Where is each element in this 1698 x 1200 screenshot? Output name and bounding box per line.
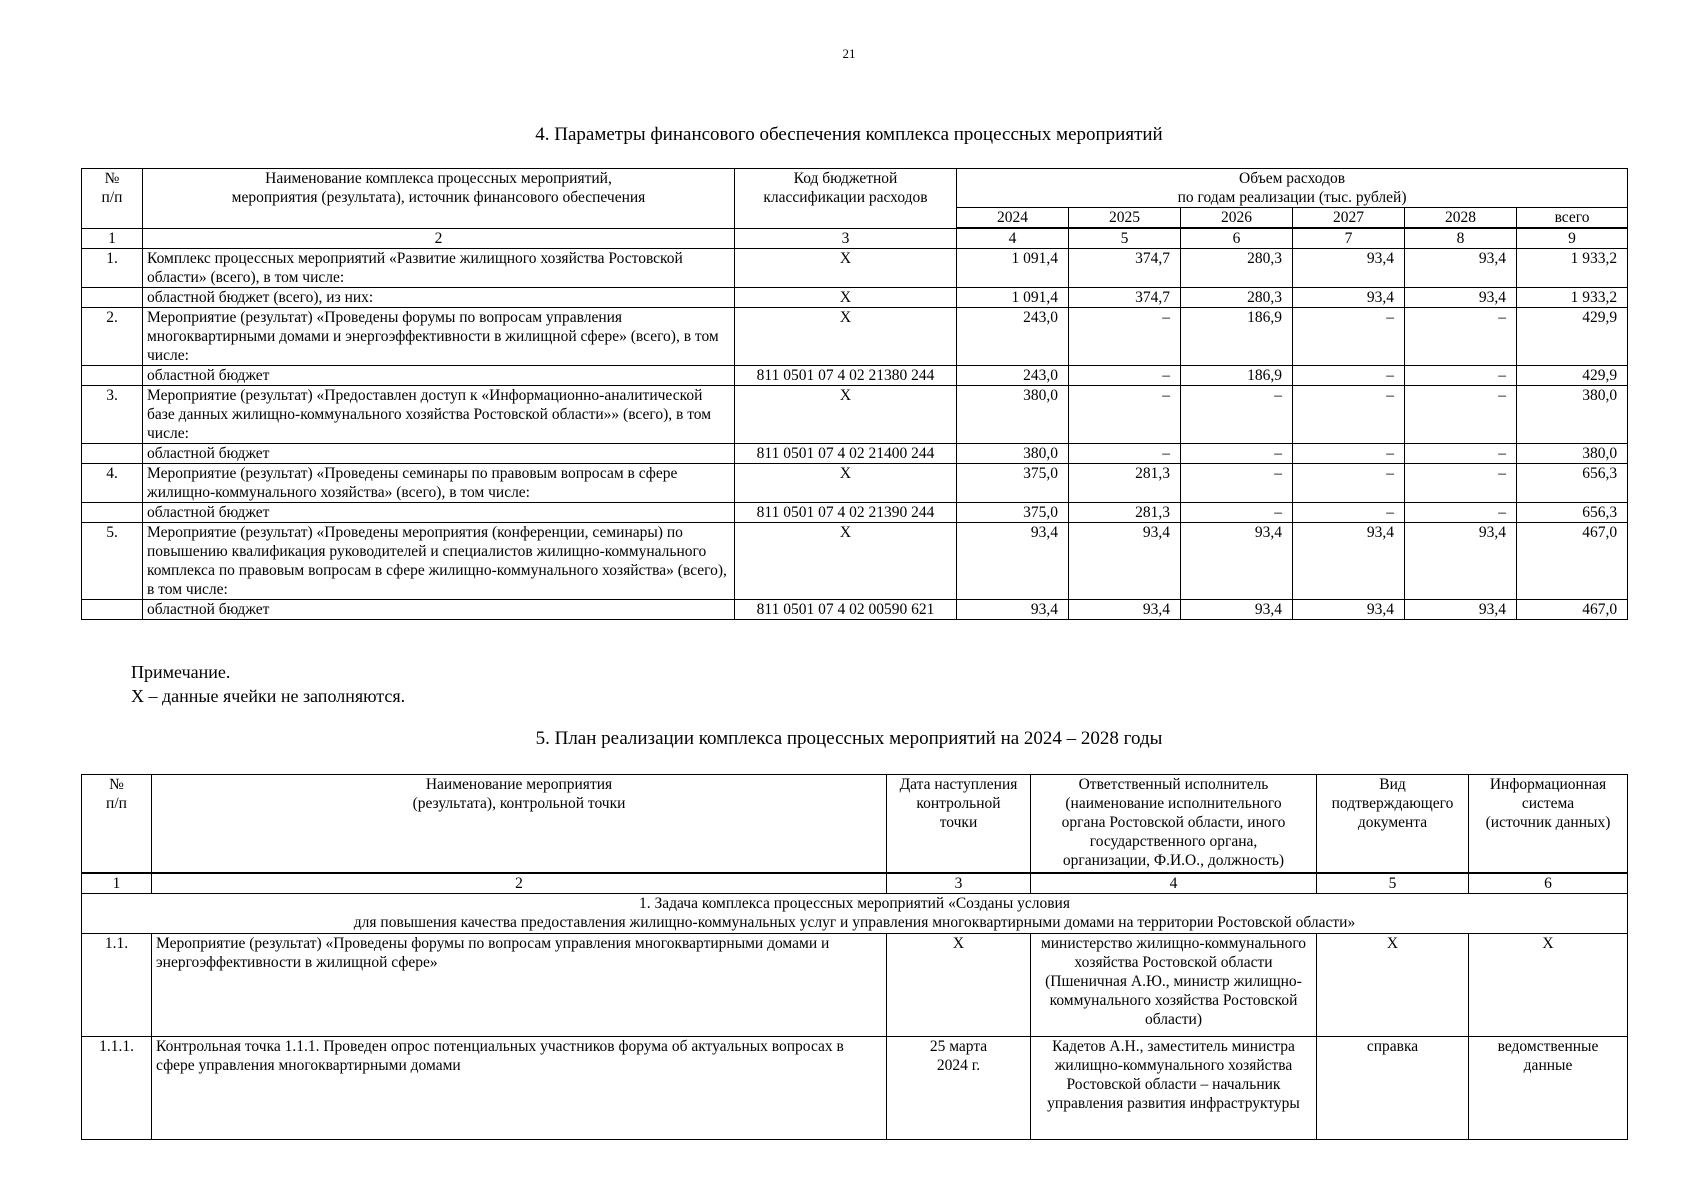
- year-value: –: [1181, 464, 1293, 503]
- row-number: 2.: [82, 308, 143, 366]
- financing-source-row: [82, 366, 1628, 386]
- row-number: [82, 288, 143, 308]
- row-name: Мероприятие (результат) «Проведены мероприятия (конференции, семинары) по повышению квалификация руководителей и специалистов жилищно-коммунального комплекса по правовым вопросам в сфере жилищно-коммунального хозяйства» (всего), в том числе:: [143, 523, 735, 600]
- row-name: областной бюджет: [143, 503, 735, 523]
- total-value: 656,3: [1517, 503, 1628, 523]
- budget-code: X: [735, 249, 957, 288]
- total-value: 467,0: [1517, 523, 1628, 600]
- header-year: 2024: [957, 208, 1069, 229]
- plan-row-name: Контрольная точка 1.1.1. Проведен опрос потенциальных участников форума об актуальных вопросах в сфере управления многоквартирными домами: [152, 1036, 887, 1139]
- year-value: 93,4: [1069, 600, 1181, 620]
- row-name: областной бюджет: [143, 600, 735, 620]
- col-number: 7: [1293, 228, 1405, 249]
- plan-column-number-row: [82, 873, 1628, 894]
- note-text: X – данные ячейки не заполняются.: [131, 686, 406, 706]
- col-number: 1: [82, 873, 152, 894]
- year-value: –: [1069, 308, 1181, 366]
- col-number: 6: [1469, 873, 1628, 894]
- year-value: 93,4: [1293, 600, 1405, 620]
- budget-code: X: [735, 523, 957, 600]
- plan-row-system: X: [1469, 933, 1628, 1036]
- year-value: –: [1405, 366, 1517, 386]
- year-value: –: [1069, 366, 1181, 386]
- total-value: 380,0: [1517, 444, 1628, 464]
- plan-header-doc: Вид подтверждающего документа: [1317, 775, 1469, 873]
- year-value: 93,4: [1405, 600, 1517, 620]
- budget-code: 811 0501 07 4 02 21400 244: [735, 444, 957, 464]
- col-number: 4: [957, 228, 1069, 249]
- task-row: 1. Задача комплекса процессных мероприятий «Созданы условия для повышения качества предоставления жилищно-коммунальных услуг и управления многоквартирными домами на территории Ростовской области»: [82, 893, 1628, 933]
- financing-row: [82, 308, 1628, 366]
- plan-header-name: Наименование мероприятия (результата), контрольной точки: [152, 775, 887, 873]
- financing-source-row: [82, 444, 1628, 464]
- section-5-title: 5. План реализации комплекса процессных мероприятий на 2024 – 2028 годы: [535, 728, 1163, 749]
- section-4-title: 4. Параметры финансового обеспечения комплекса процессных мероприятий: [535, 124, 1163, 145]
- col-number: 3: [887, 873, 1031, 894]
- plan-header-system: Информационная система (источник данных): [1469, 775, 1628, 873]
- year-value: 281,3: [1069, 503, 1181, 523]
- year-value: 380,0: [957, 386, 1069, 444]
- plan-row-date: 25 марта 2024 г.: [887, 1036, 1031, 1139]
- header-total: всего: [1517, 208, 1628, 229]
- budget-code: 811 0501 07 4 02 21390 244: [735, 503, 957, 523]
- header-year: 2027: [1293, 208, 1405, 229]
- year-value: –: [1293, 386, 1405, 444]
- plan-row-number: 1.1.: [82, 933, 152, 1036]
- plan-row-doc: справка: [1317, 1036, 1469, 1139]
- column-number-row: [82, 228, 1628, 249]
- plan-row: [82, 933, 1628, 1036]
- plan-header-num: № п/п: [82, 775, 152, 873]
- year-value: 186,9: [1181, 308, 1293, 366]
- year-value: –: [1181, 386, 1293, 444]
- year-value: –: [1293, 444, 1405, 464]
- plan-header-date: Дата наступления контрольной точки: [887, 775, 1031, 873]
- header-num: № п/п: [82, 169, 143, 229]
- row-number: [82, 444, 143, 464]
- year-value: 280,3: [1181, 249, 1293, 288]
- budget-code: X: [735, 308, 957, 366]
- col-number: 8: [1405, 228, 1517, 249]
- year-value: 375,0: [957, 464, 1069, 503]
- plan-header-responsible: Ответственный исполнитель (наименование исполнительного органа Ростовской области, иного государственного органа, организации, Ф.И.О., должность): [1031, 775, 1317, 873]
- col-number: 5: [1317, 873, 1469, 894]
- total-value: 429,9: [1517, 366, 1628, 386]
- plan-row-doc: X: [1317, 933, 1469, 1036]
- year-value: 93,4: [1405, 288, 1517, 308]
- year-value: 93,4: [1181, 523, 1293, 600]
- year-value: –: [1181, 444, 1293, 464]
- year-value: 93,4: [957, 523, 1069, 600]
- row-number: [82, 366, 143, 386]
- col-number: 5: [1069, 228, 1181, 249]
- plan-row-name: Мероприятие (результат) «Проведены форумы по вопросам управления многоквартирными домами и энергоэффективности в жилищной сфере»: [152, 933, 887, 1036]
- financing-row: [82, 464, 1628, 503]
- year-value: 93,4: [1181, 600, 1293, 620]
- budget-code: 811 0501 07 4 02 21380 244: [735, 366, 957, 386]
- plan-row-responsible: министерство жилищно-коммунального хозяйства Ростовской области (Пшеничная А.Ю., министр жилищно-коммунального хозяйства Ростовской области): [1031, 933, 1317, 1036]
- plan-row-responsible: Кадетов А.Н., заместитель министра жилищно-коммунального хозяйства Ростовской области – начальник управления развития инфраструктуры: [1031, 1036, 1317, 1139]
- year-value: –: [1069, 386, 1181, 444]
- col-number: 9: [1517, 228, 1628, 249]
- total-value: 380,0: [1517, 386, 1628, 444]
- row-name: областной бюджет: [143, 444, 735, 464]
- row-number: [82, 600, 143, 620]
- budget-code: X: [735, 386, 957, 444]
- header-year: 2028: [1405, 208, 1517, 229]
- col-number: 2: [143, 228, 735, 249]
- year-value: –: [1293, 503, 1405, 523]
- col-number: 1: [82, 228, 143, 249]
- col-number: 2: [152, 873, 887, 894]
- year-value: 93,4: [957, 600, 1069, 620]
- plan-row-date: X: [887, 933, 1031, 1036]
- year-value: 93,4: [1069, 523, 1181, 600]
- year-value: 281,3: [1069, 464, 1181, 503]
- financing-row: [82, 386, 1628, 444]
- plan-table: [81, 774, 1628, 1140]
- row-name: Комплекс процессных мероприятий «Развитие жилищного хозяйства Ростовской области» (всего), в том числе:: [143, 249, 735, 288]
- year-value: 1 091,4: [957, 249, 1069, 288]
- row-name: областной бюджет: [143, 366, 735, 386]
- plan-row: [82, 1036, 1628, 1139]
- total-value: 467,0: [1517, 600, 1628, 620]
- total-value: 656,3: [1517, 464, 1628, 503]
- plan-row-system: ведомственные данные: [1469, 1036, 1628, 1139]
- year-value: 374,7: [1069, 288, 1181, 308]
- col-number: 6: [1181, 228, 1293, 249]
- row-name: Мероприятие (результат) «Проведены семинары по правовым вопросам в сфере жилищно-коммунального хозяйства» (всего), в том числе:: [143, 464, 735, 503]
- header-name: Наименование комплекса процессных мероприятий, мероприятия (результата), источник финансового обеспечения: [143, 169, 735, 229]
- year-value: –: [1181, 503, 1293, 523]
- year-value: –: [1293, 366, 1405, 386]
- year-value: 93,4: [1405, 249, 1517, 288]
- row-number: [82, 503, 143, 523]
- budget-code: 811 0501 07 4 02 00590 621: [735, 600, 957, 620]
- plan-row-number: 1.1.1.: [82, 1036, 152, 1139]
- financing-table: [81, 168, 1628, 620]
- col-number: 3: [735, 228, 957, 249]
- year-value: 380,0: [957, 444, 1069, 464]
- financing-row: [82, 249, 1628, 288]
- row-number: 1.: [82, 249, 143, 288]
- year-value: 93,4: [1293, 288, 1405, 308]
- year-value: 243,0: [957, 308, 1069, 366]
- row-name: областной бюджет (всего), из них:: [143, 288, 735, 308]
- year-value: –: [1405, 386, 1517, 444]
- page-number: 21: [842, 46, 856, 61]
- header-year: 2025: [1069, 208, 1181, 229]
- header-code: Код бюджетной классификации расходов: [735, 169, 957, 229]
- financing-row: [82, 523, 1628, 600]
- row-number: 5.: [82, 523, 143, 600]
- year-value: 375,0: [957, 503, 1069, 523]
- header-volume: Объем расходов по годам реализации (тыс. рублей): [957, 169, 1628, 208]
- header-year: 2026: [1181, 208, 1293, 229]
- year-value: 186,9: [1181, 366, 1293, 386]
- year-value: –: [1405, 444, 1517, 464]
- year-value: 374,7: [1069, 249, 1181, 288]
- year-value: 93,4: [1293, 249, 1405, 288]
- financing-source-row: [82, 600, 1628, 620]
- row-name: Мероприятие (результат) «Проведены форумы по вопросам управления многоквартирными домами и энергоэффективности в жилищной сфере» (всего), в том числе:: [143, 308, 735, 366]
- financing-source-row: [82, 288, 1628, 308]
- year-value: 280,3: [1181, 288, 1293, 308]
- year-value: 1 091,4: [957, 288, 1069, 308]
- year-value: –: [1405, 464, 1517, 503]
- year-value: 243,0: [957, 366, 1069, 386]
- year-value: –: [1405, 308, 1517, 366]
- total-value: 429,9: [1517, 308, 1628, 366]
- note-title: Примечание.: [131, 662, 231, 682]
- row-name: Мероприятие (результат) «Предоставлен доступ к «Информационно-аналитической базе данных жилищно-коммунального хозяйства Ростовской области»» (всего), в том числе:: [143, 386, 735, 444]
- row-number: 4.: [82, 464, 143, 503]
- year-value: –: [1293, 308, 1405, 366]
- col-number: 4: [1031, 873, 1317, 894]
- budget-code: X: [735, 464, 957, 503]
- row-number: 3.: [82, 386, 143, 444]
- year-value: 93,4: [1293, 523, 1405, 600]
- total-value: 1 933,2: [1517, 249, 1628, 288]
- financing-source-row: [82, 503, 1628, 523]
- total-value: 1 933,2: [1517, 288, 1628, 308]
- year-value: 93,4: [1405, 523, 1517, 600]
- year-value: –: [1069, 444, 1181, 464]
- year-value: –: [1405, 503, 1517, 523]
- year-value: –: [1293, 464, 1405, 503]
- budget-code: X: [735, 288, 957, 308]
